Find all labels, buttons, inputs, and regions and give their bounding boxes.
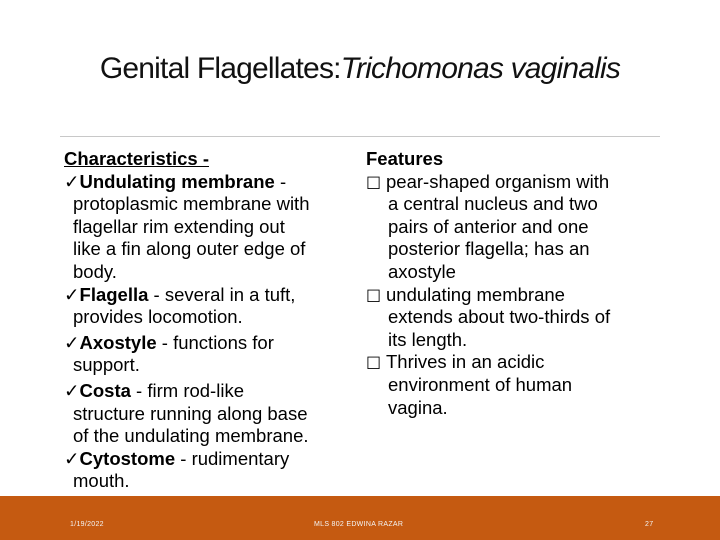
item-line: body. — [73, 260, 117, 282]
feature-line: environment of human — [388, 373, 573, 395]
item-line: like a fin along outer edge of — [73, 238, 306, 260]
item-term: Axostyle — [79, 331, 157, 353]
characteristic-item — [64, 284, 364, 329]
item-text: - several in a tuft, — [148, 283, 296, 305]
footer-bar — [0, 496, 720, 540]
feature-line: undulating membrane — [386, 283, 565, 305]
footer-date: 1/19/2022 — [70, 521, 104, 528]
item-line: protoplasmic membrane with — [73, 193, 310, 215]
title-divider — [60, 136, 660, 137]
title-italic: Trichomonas vaginalis — [340, 52, 621, 85]
checkmark-icon: ✓ — [64, 379, 80, 401]
item-text: - firm rod-like — [130, 379, 244, 401]
item-line: flagellar rim extending out — [73, 215, 285, 237]
feature-line: a central nucleus and two — [388, 193, 598, 215]
feature-line: posterior flagella; has an — [388, 238, 590, 260]
characteristics-heading: Characteristics - — [64, 148, 209, 169]
item-text: - functions for — [156, 331, 274, 353]
item-line: mouth. — [73, 470, 130, 492]
box-bullet-icon: □ — [366, 284, 382, 304]
box-bullet-icon: □ — [366, 171, 382, 191]
footer-author: MLS 802 EDWINA RAZAR — [314, 521, 404, 528]
slide-title — [0, 52, 720, 86]
feature-line: pear-shaped organism with — [386, 170, 610, 192]
checkmark-icon: ✓ — [64, 283, 80, 305]
item-term: Undulating membrane — [79, 170, 275, 192]
features-heading: Features — [366, 148, 444, 169]
title-prefix: Genital Flagellates: — [99, 52, 341, 85]
item-term: Costa — [79, 379, 131, 401]
feature-line: vagina. — [388, 396, 448, 418]
item-term: Flagella — [79, 283, 149, 305]
item-term: Cytostome — [79, 447, 176, 469]
characteristic-item — [64, 332, 364, 377]
feature-item — [366, 284, 666, 352]
box-bullet-icon: □ — [366, 352, 382, 372]
item-line: provides locomotion. — [73, 306, 243, 328]
feature-line: pairs of anterior and one — [388, 215, 589, 237]
feature-item — [366, 351, 666, 419]
characteristic-item — [64, 380, 364, 448]
item-text: - — [274, 170, 287, 192]
feature-line: extends about two-thirds of — [388, 306, 611, 328]
checkmark-icon: ✓ — [64, 447, 80, 469]
checkmark-icon: ✓ — [64, 331, 80, 353]
characteristic-item — [64, 448, 364, 493]
feature-item — [366, 171, 666, 284]
slide-number: 27 — [645, 521, 654, 528]
characteristic-item — [64, 171, 364, 284]
item-text: - rudimentary — [175, 447, 290, 469]
item-line: structure running along base — [73, 402, 308, 424]
characteristics-column — [64, 148, 364, 493]
feature-line: axostyle — [388, 260, 456, 282]
feature-line: Thrives in an acidic — [386, 351, 545, 373]
checkmark-icon: ✓ — [64, 170, 80, 192]
item-line: of the undulating membrane. — [73, 425, 309, 447]
item-line: support. — [73, 354, 140, 376]
feature-line: its length. — [388, 328, 468, 350]
features-column — [366, 148, 666, 419]
